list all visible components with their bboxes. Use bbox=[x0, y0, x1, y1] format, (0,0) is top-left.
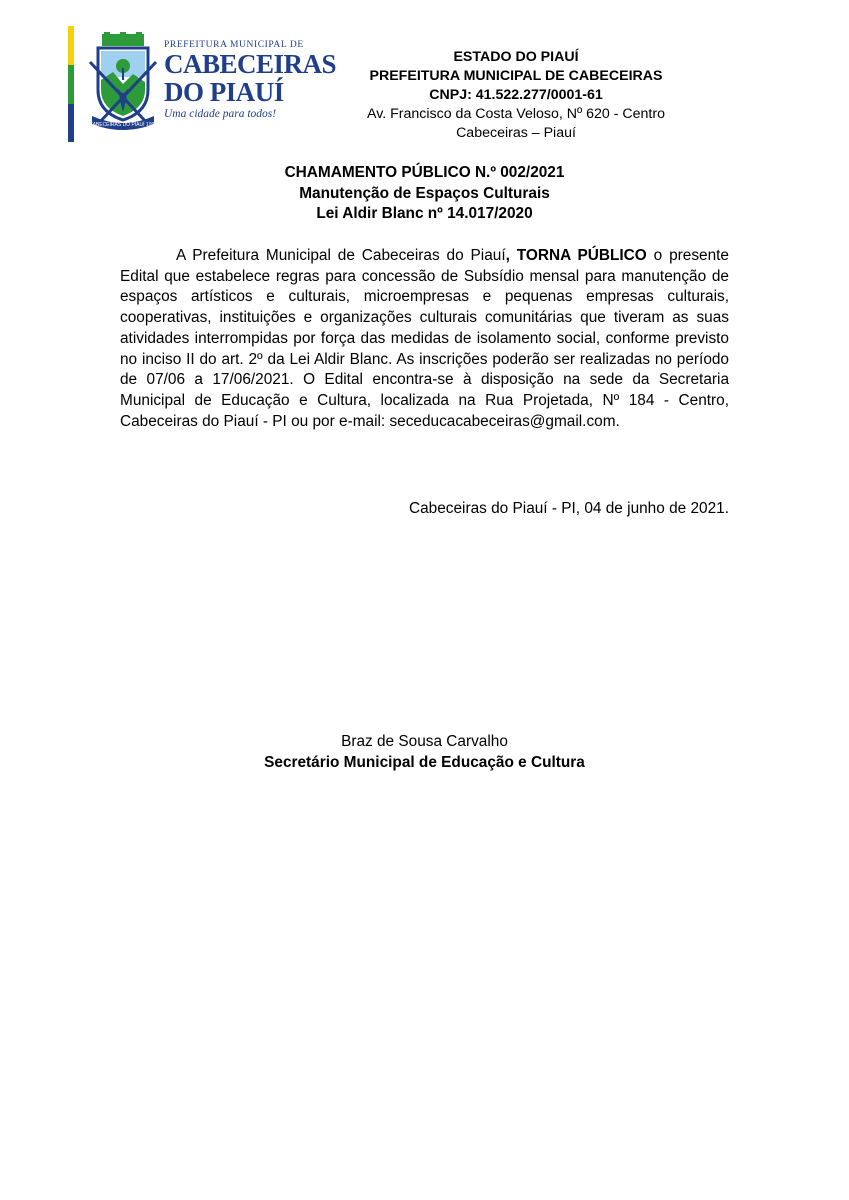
header-cnpj: CNPJ: 41.522.277/0001-61 bbox=[429, 87, 603, 103]
body-part1: A Prefeitura Municipal de Cabeceiras do Piauí bbox=[176, 247, 506, 264]
date-line: Cabeceiras do Piauí - PI, 04 de junho de 2021. bbox=[408, 500, 729, 517]
signatory-name: Braz de Sousa Carvalho bbox=[341, 733, 508, 750]
notice-subject: Manutenção de Espaços Culturais bbox=[299, 184, 550, 202]
header-prefecture: PREFEITURA MUNICIPAL DE CABECEIRAS bbox=[369, 68, 663, 84]
document-header bbox=[340, 48, 692, 143]
notice-body bbox=[120, 246, 729, 432]
header-state: ESTADO DO PIAUÍ bbox=[453, 49, 579, 65]
coat-of-arms-icon bbox=[88, 32, 158, 132]
logo-city-line2: DO PIAUÍ bbox=[164, 77, 284, 107]
logo-wordmark bbox=[164, 40, 337, 120]
notice-title bbox=[120, 163, 729, 225]
notice-number: CHAMAMENTO PÚBLICO N.º 002/2021 bbox=[284, 164, 565, 181]
header-address: Av. Francisco da Costa Veloso, Nº 620 - Centro bbox=[366, 106, 665, 122]
logo-color-bar bbox=[68, 26, 74, 142]
notice-law: Lei Aldir Blanc nº 14.017/2020 bbox=[316, 205, 533, 222]
signature-block bbox=[120, 731, 729, 773]
body-bold-public: , TORNA PÚBLICO bbox=[505, 247, 647, 264]
logo-slogan: Uma cidade para todos! bbox=[164, 108, 277, 120]
logo-city-line1: CABECEIRAS bbox=[164, 49, 337, 79]
logo-prefecture-text: PREFEITURA MUNICIPAL DE bbox=[164, 40, 304, 50]
municipal-logo bbox=[68, 26, 337, 142]
body-part2: o presente Edital que estabelece regras para concessão de Subsídio mensal para manutenção de espaços artísticos e culturais, microempresas e pequenas empresas culturais, cooperativas, instituições e organizações culturais comunitárias que tiveram as suas atividades interrompidas por força das medidas de isolamento social, conforme previsto no inciso II do art. 2º da Lei Aldir Blanc. As inscrições poderão ser realizadas no período de 07/06 a 17/06/2021. O Edital encontra-se à disposição na sede da Secretaria Municipal de Educação e Cultura, localizada na Rua Projetada, Nº 184 - Centro, Cabeceiras do Piauí - PI ou por e-mail: seceducacabeceiras@gmail.com. bbox=[120, 247, 729, 430]
svg-text:CABECEIRAS DO PIAUÍ 1993: CABECEIRAS DO PIAUÍ 1993 bbox=[88, 122, 158, 128]
header-city: Cabeceiras – Piauí bbox=[456, 125, 576, 141]
signatory-role: Secretário Municipal de Educação e Cultura bbox=[264, 754, 585, 771]
